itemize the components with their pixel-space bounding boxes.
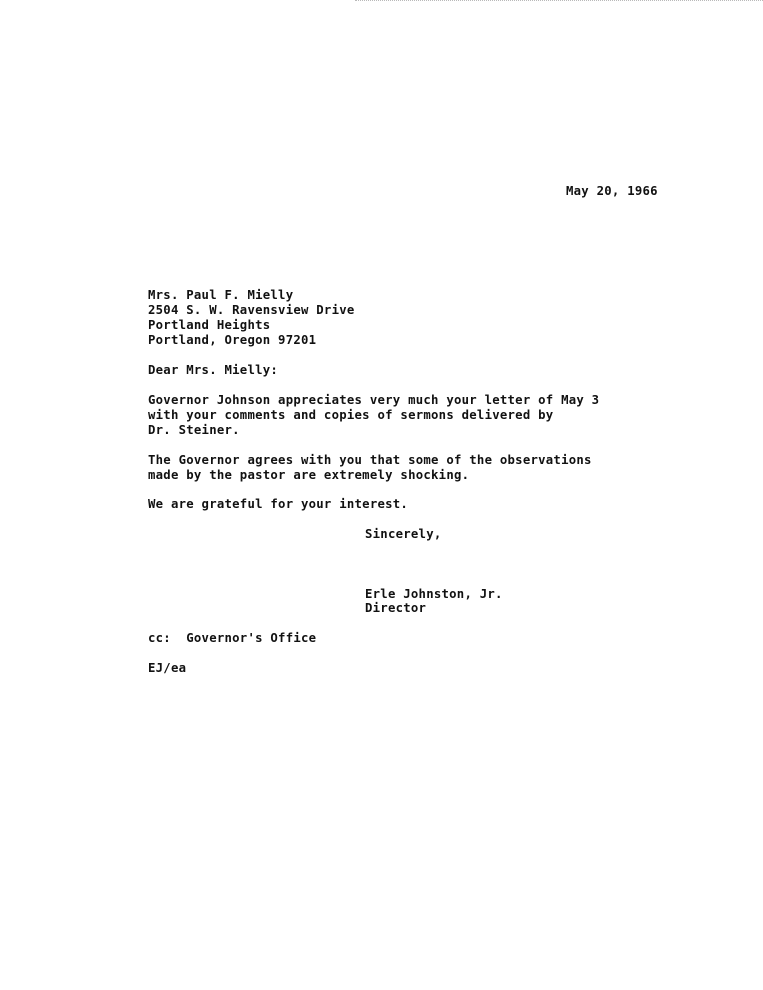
paragraph-1-line: Dr. Steiner. bbox=[148, 423, 240, 437]
reference-initials: EJ/ea bbox=[148, 661, 187, 675]
paragraph-2-line: made by the pastor are extremely shocking. bbox=[148, 468, 470, 482]
recipient-name: Mrs. Paul F. Mielly bbox=[148, 288, 294, 302]
recipient-area: Portland Heights bbox=[148, 318, 271, 332]
closing: Sincerely, bbox=[365, 527, 442, 541]
top-dotted-border bbox=[355, 0, 763, 1]
paragraph-2-line: The Governor agrees with you that some of the observations bbox=[148, 453, 592, 467]
signer-title: Director bbox=[365, 601, 427, 615]
signer-name: Erle Johnston, Jr. bbox=[365, 587, 503, 601]
recipient-street: 2504 S. W. Ravensview Drive bbox=[148, 303, 355, 317]
recipient-city: Portland, Oregon 97201 bbox=[148, 333, 317, 347]
salutation: Dear Mrs. Mielly: bbox=[148, 363, 279, 377]
paragraph-1-line: Governor Johnson appreciates very much your letter of May 3 bbox=[148, 393, 600, 407]
paragraph-1-line: with your comments and copies of sermons delivered by bbox=[148, 408, 554, 422]
paragraph-3-line: We are grateful for your interest. bbox=[148, 497, 409, 511]
letter-date: May 20, 1966 bbox=[566, 184, 658, 198]
cc-line: cc: Governor's Office bbox=[148, 631, 317, 645]
